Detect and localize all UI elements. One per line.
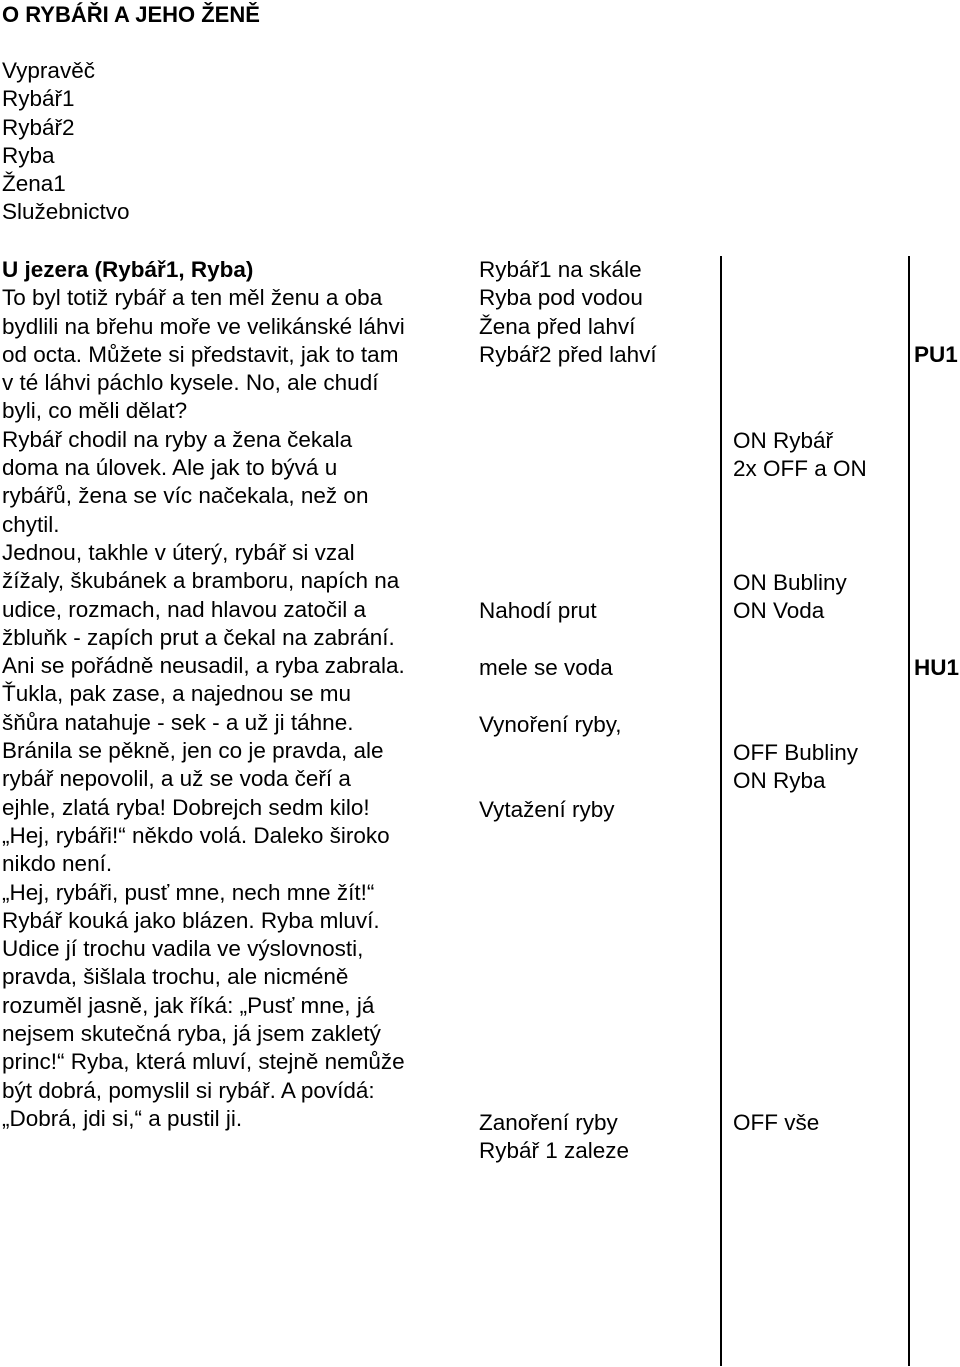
narration-line: nikdo není. — [2, 851, 113, 877]
stage-note: Rybář2 před lahví — [479, 341, 657, 367]
narration-line: žbluňk - zapích prut a čekal na zabrání. — [2, 624, 395, 650]
cast-item: Žena1 — [2, 171, 66, 197]
cast-item: Ryba — [2, 142, 55, 168]
narration-line: šňůra natahuje - sek - a už ji táhne. — [2, 709, 354, 735]
narration-line: od octa. Můžete si představit, jak to tam — [2, 341, 399, 367]
narration-line: „Dobrá, jdi si,“ a pustil ji. — [2, 1105, 243, 1131]
stage-note: Vytažení ryby — [479, 797, 615, 822]
stage-note: Zanoření ryby — [479, 1110, 618, 1135]
cast-item: Služebnictvo — [2, 199, 130, 225]
stage-notes-setup — [479, 256, 657, 369]
narration-line: udice, rozmach, nad hlavou zatočil a — [2, 596, 366, 622]
stage-note: Ryba pod vodou — [479, 285, 643, 311]
stage-note: Rybář1 na skále — [479, 257, 642, 282]
light-cue — [733, 569, 847, 626]
page-title: O RYBÁŘI A JEHO ŽENĚ — [2, 2, 260, 27]
narration-line: princ!“ Ryba, která mluví, stejně nemůže — [2, 1049, 405, 1075]
narration-line: Jednou, takhle v úterý, rybář si vzal — [2, 539, 355, 565]
narration-line: Rybář chodil na ryby a žena čekala — [2, 426, 353, 452]
stage-note: Vynoření ryby, — [479, 712, 622, 737]
narration-line: ejhle, zlatá ryba! Dobrejch sedm kilo! — [2, 794, 370, 820]
narration-line: Bránila se pěkně, jen co je pravda, ale — [2, 738, 384, 764]
stage-note: Rybář 1 zaleze — [479, 1138, 630, 1164]
light-cue-line: OFF Bubliny — [733, 740, 859, 765]
narration-line: rybářů, žena se víc načekala, než on — [2, 483, 369, 509]
light-cue-line: 2x OFF a ON — [733, 456, 867, 482]
narration-column — [2, 256, 405, 1133]
light-cue-line: ON Voda — [733, 598, 825, 624]
narration-line: nejsem skutečná ryba, já jsem zakletý — [2, 1021, 381, 1047]
narration-line: rybář nepovolil, a už se voda čeří a — [2, 766, 351, 792]
narration-line: Ani se pořádně neusadil, a ryba zabrala. — [2, 653, 405, 679]
narration-line: chytil. — [2, 511, 60, 537]
tech-cue-hu: HU1 — [914, 655, 960, 680]
narration-line: žížaly, škubánek a bramboru, napích na — [2, 568, 400, 594]
narration-line: bydlili na břehu moře ve velikánské láhvi — [2, 313, 405, 339]
light-cue: OFF vše — [733, 1110, 820, 1135]
light-cue-line: ON Rybář — [733, 428, 834, 453]
narration-line: doma na úlovek. Ale jak to bývá u — [2, 455, 338, 481]
narration-line: „Hej, rybáři!“ někdo volá. Daleko široko — [2, 822, 390, 848]
light-cue-line: ON Ryba — [733, 768, 826, 794]
cast-list — [2, 57, 130, 227]
tech-cue-pu: PU1 — [914, 342, 958, 367]
cast-item: Rybář2 — [2, 114, 75, 140]
cast-item: Rybář1 — [2, 86, 75, 112]
stage-note: Nahodí prut — [479, 598, 597, 623]
narration-line: byli, co měli dělat? — [2, 398, 188, 424]
light-cue — [733, 739, 858, 796]
narration-line: v té láhvi páchlo kysele. No, ale chudí — [2, 370, 379, 396]
narration-line: pravda, šišlala trochu, ale nicméně — [2, 964, 349, 990]
stage-note: mele se voda — [479, 655, 613, 680]
narration-line: „Hej, rybáři, pusť mne, nech mne žít!“ — [2, 879, 375, 905]
column-divider — [908, 256, 910, 1366]
column-divider — [720, 256, 722, 1366]
narration-line: Ťukla, pak zase, a najednou se mu — [2, 681, 351, 707]
narration-line: rozuměl jasně, jak říká: „Pusť mne, já — [2, 992, 375, 1018]
narration-line: Rybář kouká jako blázen. Ryba mluví. — [2, 907, 380, 933]
narration-line: být dobrá, pomyslil si rybář. A povídá: — [2, 1077, 375, 1103]
stage-notes-end — [479, 1109, 629, 1166]
light-cue — [733, 427, 867, 484]
stage-note: Žena před lahví — [479, 313, 636, 339]
narration-line: Udice jí trochu vadila ve výslovnosti, — [2, 936, 364, 962]
narration-line: To byl totiž rybář a ten měl ženu a oba — [2, 285, 383, 311]
cast-item: Vypravěč — [2, 58, 95, 83]
scene-heading: U jezera (Rybář1, Ryba) — [2, 257, 254, 282]
light-cue-line: ON Bubliny — [733, 570, 847, 595]
